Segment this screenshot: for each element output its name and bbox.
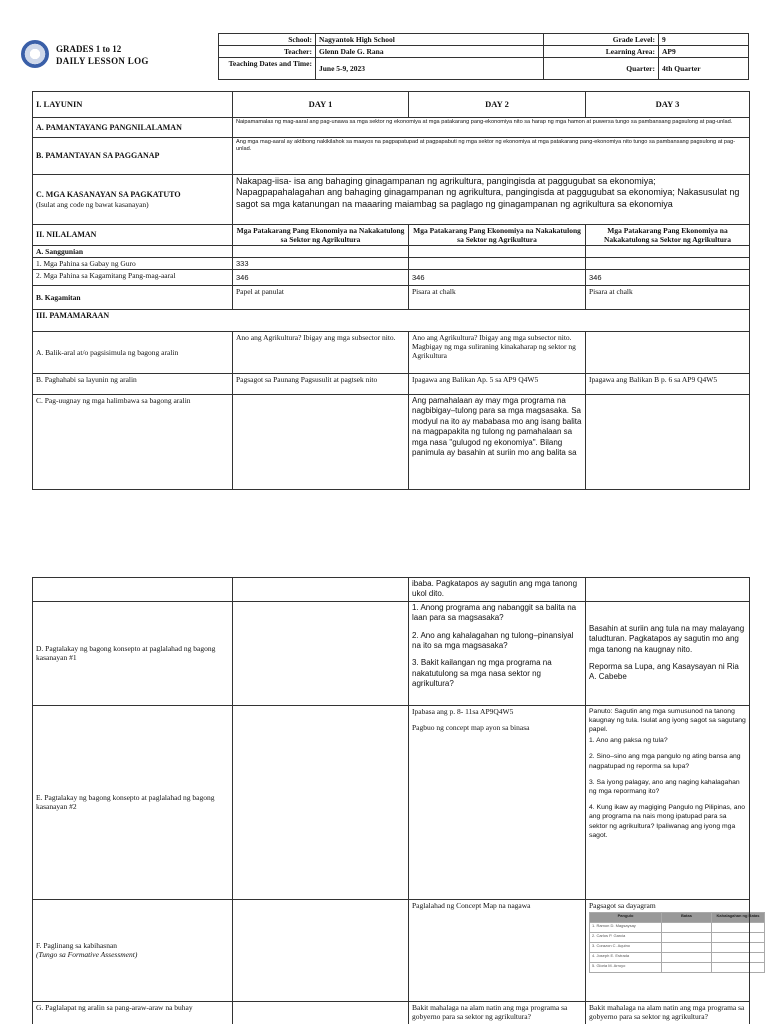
kagamitan-pahina-day-3: 346 — [586, 270, 750, 286]
d-day-3-p1: Basahin at suriin ang tula na may malayang taludturan. Pagkatapos ay sagutin mo ang mga tanong na kaugnay nito. — [589, 623, 745, 654]
d-day-2-q2: 2. Ano ang kahalagahan ng tulong–pinansiyal na ito sa mga magsasaka? — [412, 630, 574, 650]
layunin-label: B. Paghahabi sa layunin ng aralin — [33, 374, 233, 395]
pamantayang-text: Naipamamalas ng mag-aaral ang pag-unawa sa mga sektor ng ekonomiya at mga patakarang pang-ekonomiya nito sa harap ng mga hamon at puwersa tungo sa pambansang pagsulong at pag-unlad. — [233, 118, 750, 138]
f-day-3-text: Pagsagot sa dayagram — [589, 900, 656, 910]
school-value: Nagyantok High School — [316, 34, 544, 46]
gabay-label: 1. Mga Pahina sa Gabay ng Guro — [33, 258, 233, 270]
quarter-label: Quarter: — [544, 58, 659, 80]
teacher-value: Glenn Dale G. Rana — [316, 46, 544, 58]
e-day-2-p1: Ipabasa ang p. 8- 11sa AP9Q4W5 — [412, 706, 514, 716]
diagram-header-kahalagahan: Kahalagahan ng Batas — [712, 912, 765, 922]
balik-day-2: Ano ang Agrikultura? Ibigay ang mga subsector nito. Magbigay ng mga suliraning kinakaharap ng sektor ng Agrikultura — [409, 332, 586, 374]
e-day-3-q4: 4. Kung ikaw ay magiging Pangulo ng Pilipinas, ano ang programa na nais mong ipatupad para sa sektor ng agrikultura? Ipaliwanag ang iyong mga sagot. — [589, 804, 746, 839]
diagram-row: 1. Ramon D. Magsaysay — [590, 922, 662, 932]
grade-value: 9 — [659, 34, 749, 46]
f-label: F. Paglinang sa kabihasnan — [36, 941, 118, 951]
e-day-3 — [586, 705, 750, 899]
nilalaman-day-3: Mga Patakarang Pang Ekonomiya na Nakakatulong sa Sektor ng Agrikultura — [586, 225, 750, 246]
title-line-2: DAILY LESSON LOG — [56, 55, 149, 66]
kagamitan-pahina-label: 2. Mga Pahina sa Kagamitang Pang-mag-aaral — [33, 270, 233, 286]
e-day-3-q2: 2. Sino–sino ang mga pangulo ng ating bansa ang nagpatupad ng reporma sa lupa? — [589, 753, 741, 770]
kagamitan-label: B. Kagamitan — [33, 286, 233, 310]
e-day-3-q3: 3. Sa iyong palagay, ano ang naging kahalagahan ng mga repormang ito? — [589, 778, 740, 795]
kagamitan-pahina-day-1: 346 — [233, 270, 409, 286]
title-line-1: GRADES 1 to 12 — [56, 44, 122, 54]
g-day-3: Bakit mahalaga na alam natin ang mga programa sa gobyerno para sa sektor ng agrikultura? — [586, 1001, 750, 1024]
lesson-table-page-1 — [32, 91, 750, 490]
dates-value: June 5-9, 2023 — [316, 58, 544, 80]
diagram-row: 3. Corazon C. Aquino — [590, 942, 662, 952]
f-cell — [33, 899, 233, 1001]
g-day-2: Bakit mahalaga na alam natin ang mga programa sa gobyerno para sa sektor ng agrikultura? — [409, 1001, 586, 1024]
dates-label: Teaching Dates and Time: — [219, 58, 316, 80]
diagram-row: 4. Joseph E. Estrada — [590, 952, 662, 962]
kagamitan-day-3: Pisara at chalk — [586, 286, 750, 310]
school-label: School: — [219, 34, 316, 46]
layunin-heading: I. LAYUNIN — [33, 92, 233, 118]
halimbawa-day-2-continued: ibaba. Pagkatapos ay sagutin ang mga tanong ukol dito. — [409, 578, 586, 602]
halimbawa-label: C. Pag-uugnay ng mga halimbawa sa bagong aralin — [33, 395, 233, 490]
d-day-2-q3: 3. Bakit kailangan ng mga programa na nakatutulong sa mga nasa sektor ng agrikultura? — [412, 658, 552, 689]
quarter-value: 4th Quarter — [659, 58, 749, 80]
d-day-3 — [586, 601, 750, 705]
kasanayan-sub: (Isulat ang code ng bawat kasanayan) — [36, 199, 149, 209]
kagamitan-day-1: Papel at panulat — [233, 286, 409, 310]
e-day-2 — [409, 705, 586, 899]
kasanayan-text: Nakapag-iisa- isa ang bahaging ginagampanan ng agrikultura, pangingisda at paggugubat sa ekonomiya; Napagpapahalagahan ang bahaging ginagampanan ng agrikultura, pangingisda at paggugubat sa ekonomiya; Nakasusulat ng sagot sa mga katanungan na maaaring maiambag sa paglago ng ginagampanan ng agrikultura sa ekonomiya — [233, 175, 750, 225]
g-label: G. Paglalapat ng aralin sa pang-araw-araw na buhay — [33, 1001, 233, 1024]
e-day-3-q1: 1. Ano ang paksa ng tula? — [589, 737, 668, 745]
president-diagram — [589, 912, 765, 973]
header-info-table — [218, 33, 749, 80]
area-label: Learning Area: — [544, 46, 659, 58]
halimbawa-day-2: Ang pamahalaan ay may mga programa na nagbibigay–tulong para sa mga magsasaka. Sa modyul na ito ay mababasa mo ang isang balita na magpapakita ng tulong ng pamahalaan sa mga nasa "gulugod ng ekonomiya". Bilang panimula ay basahin at suriin mo ang balita sa — [409, 395, 586, 490]
d-label: D. Pagtalakay ng bagong konsepto at paglalahad ng bagong kasanayan #1 — [33, 601, 233, 705]
balik-day-1: Ano ang Agrikultura? Ibigay ang mga subsector nito. — [233, 332, 409, 374]
day-3-header: DAY 3 — [586, 92, 750, 118]
diagram-header-pangulo: Pangulo — [590, 912, 662, 922]
grade-label: Grade Level: — [544, 34, 659, 46]
diagram-header-batas: Batas — [662, 912, 712, 922]
pagganap-text: Ang mga mag-aaral ay aktibong nakikilahok sa maayos na pagpapatupad at pagpapabuti ng mga sektor ng ekonomiya at mga patakarang pang-ekonomiya nito tungo sa pambansang pagsulong at pag-unlad. — [233, 138, 750, 175]
sanggunian-label: A. Sanggunian — [33, 246, 233, 258]
diagram-row: 5. Gloria M. Arroyo — [590, 962, 662, 972]
pagganap-label: B. PAMANTAYAN SA PAGGANAP — [33, 138, 233, 175]
kagamitan-pahina-day-2: 346 — [409, 270, 586, 286]
kasanayan-label: C. MGA KASANAYAN SA PAGKATUTO — [36, 190, 181, 200]
nilalaman-day-2: Mga Patakarang Pang Ekonomiya na Nakakatulong sa Sektor ng Agrikultura — [409, 225, 586, 246]
f-day-2: Paglalahad ng Concept Map na nagawa — [409, 899, 586, 1001]
teacher-label: Teacher: — [219, 46, 316, 58]
pamantayang-label: A. PAMANTAYANG PANGNILALAMAN — [33, 118, 233, 138]
f-day-3 — [586, 899, 760, 1001]
e-label: E. Pagtalakay ng bagong konsepto at paglalahad ng bagong kasanayan #2 — [33, 705, 233, 899]
d-day-2 — [409, 601, 586, 705]
doc-title — [56, 44, 149, 67]
layunin-day-2: Ipagawa ang Balikan Ap. 5 sa AP9 Q4W5 — [409, 374, 586, 395]
day-1-header: DAY 1 — [233, 92, 409, 118]
kasanayan-cell — [33, 175, 233, 225]
f-sub: (Tungo sa Formative Assessment) — [36, 950, 138, 960]
diagram-row: 2. Carlos P. Garcia — [590, 932, 662, 942]
e-day-3-p1: Panuto: Sagutin ang mga sumusunod na tanong kaugnay ng tula. Isulat ang iyong sagot sa sagutang papel. — [589, 707, 746, 734]
d-day-3-p2: Reporma sa Lupa, ang Kasaysayan ni Ria A. Cabebe — [589, 661, 739, 682]
d-day-2-q1: 1. Anong programa ang nabanggit sa balita na laan para sa magsasaka? — [412, 602, 577, 623]
gabay-day-1: 333 — [233, 258, 409, 270]
pamamaraan-heading: III. PAMAMARAAN — [33, 310, 750, 332]
kagamitan-day-2: Pisara at chalk — [409, 286, 586, 310]
deped-logo — [21, 40, 49, 68]
layunin-day-3: Ipagawa ang Balikan B p. 6 sa AP9 Q4W5 — [586, 374, 750, 395]
layunin-day-1: Pagsagot sa Paunang Pagsusulit at pagtsek nito — [233, 374, 409, 395]
area-value: AP9 — [659, 46, 749, 58]
e-day-2-p2: Pagbuo ng concept map ayon sa binasa — [412, 722, 530, 732]
balik-label: A. Balik-aral at/o pagsisimula ng bagong aralin — [33, 332, 233, 374]
day-2-header: DAY 2 — [409, 92, 586, 118]
nilalaman-label: II. NILALAMAN — [33, 225, 233, 246]
nilalaman-day-1: Mga Patakarang Pang Ekonomiya na Nakakatulong sa Sektor ng Agrikultura — [233, 225, 409, 246]
lesson-table-page-2 — [32, 577, 760, 1024]
